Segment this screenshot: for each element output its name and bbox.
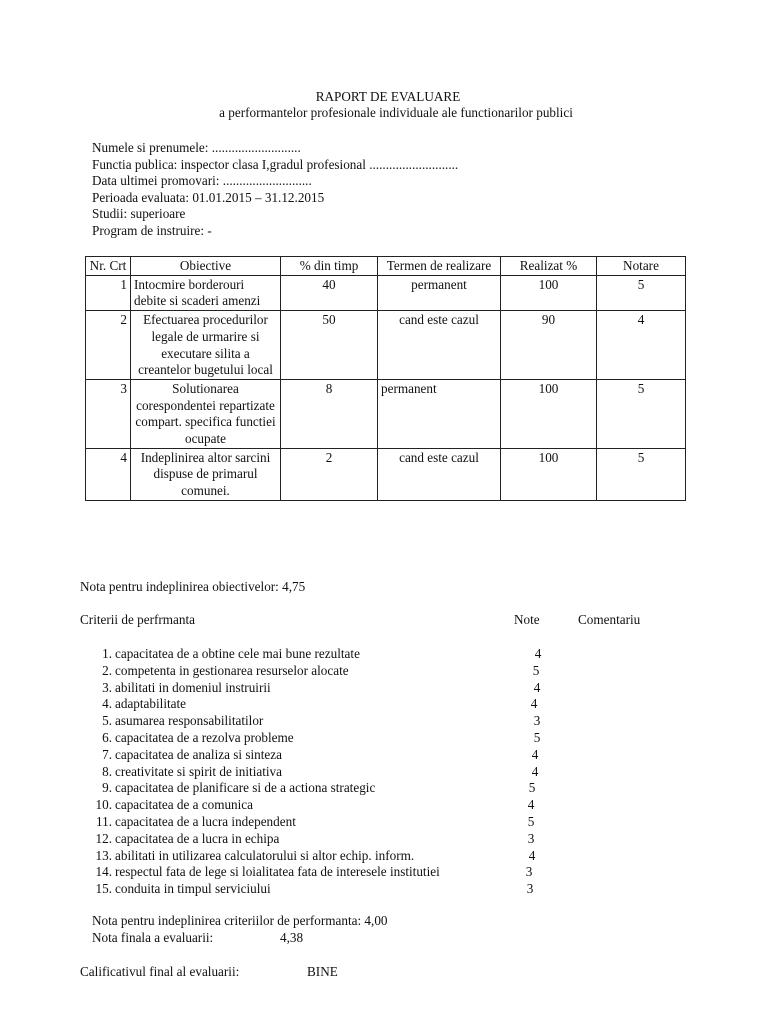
criterion-text: competenta in gestionarea resurselor alocate [115, 662, 349, 678]
criterion-number: 8. [102, 763, 112, 779]
info-function: Functia publica: inspector clasa I,gradul profesional ........................... [92, 156, 459, 172]
criterion-number: 6. [102, 729, 112, 745]
list-item [0, 848, 768, 865]
final-score-value: 4,38 [280, 930, 304, 945]
criterion-number: 9. [102, 780, 112, 796]
cell-timp: 40 [281, 275, 378, 310]
criteria-header [80, 612, 700, 629]
list-item [0, 663, 768, 680]
criteria-score: Nota pentru indeplinirea criteriilor de performanta: 4,00 [92, 913, 388, 928]
criterion-text: capacitatea de a lucra independent [115, 813, 296, 829]
criterion-note: 4 [533, 679, 541, 695]
criterion-number: 7. [102, 746, 112, 762]
criterion-number: 5. [102, 713, 112, 729]
cell-notare: 5 [597, 275, 686, 310]
criterion-text: abilitati in utilizarea calculatorului si altor echip. inform. [115, 847, 415, 863]
cell-obiectiv: Intocmire borderouri debite si scaderi amenzi [131, 275, 281, 310]
info-promotion-date: Data ultimei promovari: ........................... [92, 173, 312, 189]
info-period: Perioada evaluata: 01.01.2015 – 31.12.2015 [92, 189, 325, 205]
criterion-number: 11. [96, 813, 112, 829]
list-item [0, 646, 768, 663]
cell-nr: 2 [86, 311, 131, 380]
criteria-comment-header: Comentariu [578, 612, 641, 627]
cell-nr: 3 [86, 379, 131, 448]
cell-notare: 4 [597, 311, 686, 380]
final-rating-value: BINE [307, 964, 338, 979]
list-item [0, 764, 768, 781]
cell-obiectiv: Solutionarea corespondentei repartizate compart. specifica functiei ocupate [131, 379, 281, 448]
criterion-text: creativitate si spirit de initiativa [115, 763, 282, 779]
info-name: Numele si prenumele: ........................... [92, 140, 301, 155]
header-obiective: Obiective [131, 257, 281, 276]
criterion-text: conduita in timpul serviciului [115, 881, 271, 897]
objectives-score: Nota pentru indeplinirea obiectivelor: 4,75 [80, 579, 306, 594]
cell-termen: cand este cazul [378, 448, 501, 500]
criterion-number: 2. [102, 662, 112, 678]
final-score-label: Nota finala a evaluarii: [92, 930, 214, 945]
list-item [0, 864, 768, 881]
criterion-number: 14. [95, 864, 112, 880]
criterion-number: 3. [102, 679, 112, 695]
criterion-number: 15. [95, 881, 112, 897]
cell-termen: permanent [378, 275, 501, 310]
list-item [0, 713, 768, 730]
table-header-row [86, 257, 686, 276]
list-item [0, 680, 768, 697]
info-training: Program de instruire: - [92, 222, 212, 238]
criterion-text: abilitati in domeniul instruirii [115, 679, 271, 695]
list-item [0, 730, 768, 747]
cell-timp: 8 [281, 379, 378, 448]
table-row [86, 275, 686, 310]
header-termen: Termen de realizare [378, 257, 501, 276]
criterion-note: 4 [531, 746, 539, 762]
header-timp: % din timp [281, 257, 378, 276]
cell-timp: 2 [281, 448, 378, 500]
cell-realizat: 100 [501, 448, 597, 500]
cell-realizat: 100 [501, 379, 597, 448]
criteria-list [0, 646, 768, 898]
criterion-number: 13. [95, 847, 112, 863]
info-studies: Studii: superioare [92, 206, 186, 222]
table-row [86, 448, 686, 500]
criterion-number: 12. [95, 830, 112, 846]
criterion-note: 5 [528, 780, 536, 796]
criterion-text: capacitatea de a comunica [115, 797, 254, 813]
criterion-text: capacitatea de a rezolva probleme [115, 729, 294, 745]
list-item [0, 780, 768, 797]
criterion-note: 3 [526, 881, 534, 897]
criterion-number: 1. [102, 646, 112, 661]
criterion-note: 5 [533, 729, 541, 745]
list-item [0, 797, 768, 814]
cell-obiectiv: Efectuarea procedurilor legale de urmarire si executare silita a creantelor bugetului local [131, 311, 281, 380]
criterion-text: respectul fata de lege si loialitatea fata de interesele institutiei [115, 864, 440, 880]
list-item [0, 881, 768, 898]
cell-obiectiv: Indeplinirea altor sarcini dispuse de primarul comunei. [131, 448, 281, 500]
cell-notare: 5 [597, 379, 686, 448]
criterion-text: capacitatea de planificare si de a actiona strategic [115, 780, 376, 796]
employee-info [92, 140, 458, 240]
criterion-number: 10. [95, 797, 112, 813]
criteria-note-header: Note [514, 612, 540, 627]
criterion-note: 4 [527, 797, 535, 813]
document-subtitle: a performantelor profesionale individuale ale functionarilor publici [219, 105, 573, 120]
criterion-text: capacitatea de a lucra in echipa [115, 830, 280, 846]
final-score [92, 930, 492, 947]
table-row [86, 379, 686, 448]
criteria-title: Criterii de perfrmanta [80, 612, 195, 627]
list-item [0, 747, 768, 764]
criterion-note: 3 [525, 864, 533, 880]
criterion-text: adaptabilitate [115, 696, 187, 712]
cell-termen: permanent [378, 379, 501, 448]
criterion-note: 5 [532, 662, 540, 678]
table-row [86, 311, 686, 380]
cell-realizat: 90 [501, 311, 597, 380]
header-realizat: Realizat % [501, 257, 597, 276]
final-rating-label: Calificativul final al evaluarii: [80, 964, 240, 979]
criterion-number: 4. [102, 696, 112, 712]
criterion-note: 3 [527, 830, 535, 846]
list-item [0, 696, 768, 713]
list-item [0, 814, 768, 831]
cell-nr: 4 [86, 448, 131, 500]
cell-termen: cand este cazul [378, 311, 501, 380]
header-notare: Notare [597, 257, 686, 276]
document-title: RAPORT DE EVALUARE [315, 89, 461, 104]
list-item [0, 831, 768, 848]
criterion-note: 5 [527, 813, 535, 829]
cell-timp: 50 [281, 311, 378, 380]
cell-notare: 5 [597, 448, 686, 500]
cell-nr: 1 [86, 275, 131, 310]
criterion-note: 3 [533, 713, 541, 729]
criterion-text: capacitatea de analiza si sinteza [115, 746, 282, 762]
criterion-text: capacitatea de a obtine cele mai bune rezultate [115, 646, 360, 661]
final-rating [80, 964, 480, 981]
objectives-table [85, 256, 686, 501]
criterion-text: asumarea responsabilitatilor [115, 713, 264, 729]
criterion-note: 4 [534, 646, 542, 661]
header-nr: Nr. Crt [86, 257, 131, 276]
criterion-note: 4 [531, 763, 539, 779]
criterion-note: 4 [530, 696, 538, 712]
criterion-note: 4 [528, 847, 536, 863]
cell-realizat: 100 [501, 275, 597, 310]
